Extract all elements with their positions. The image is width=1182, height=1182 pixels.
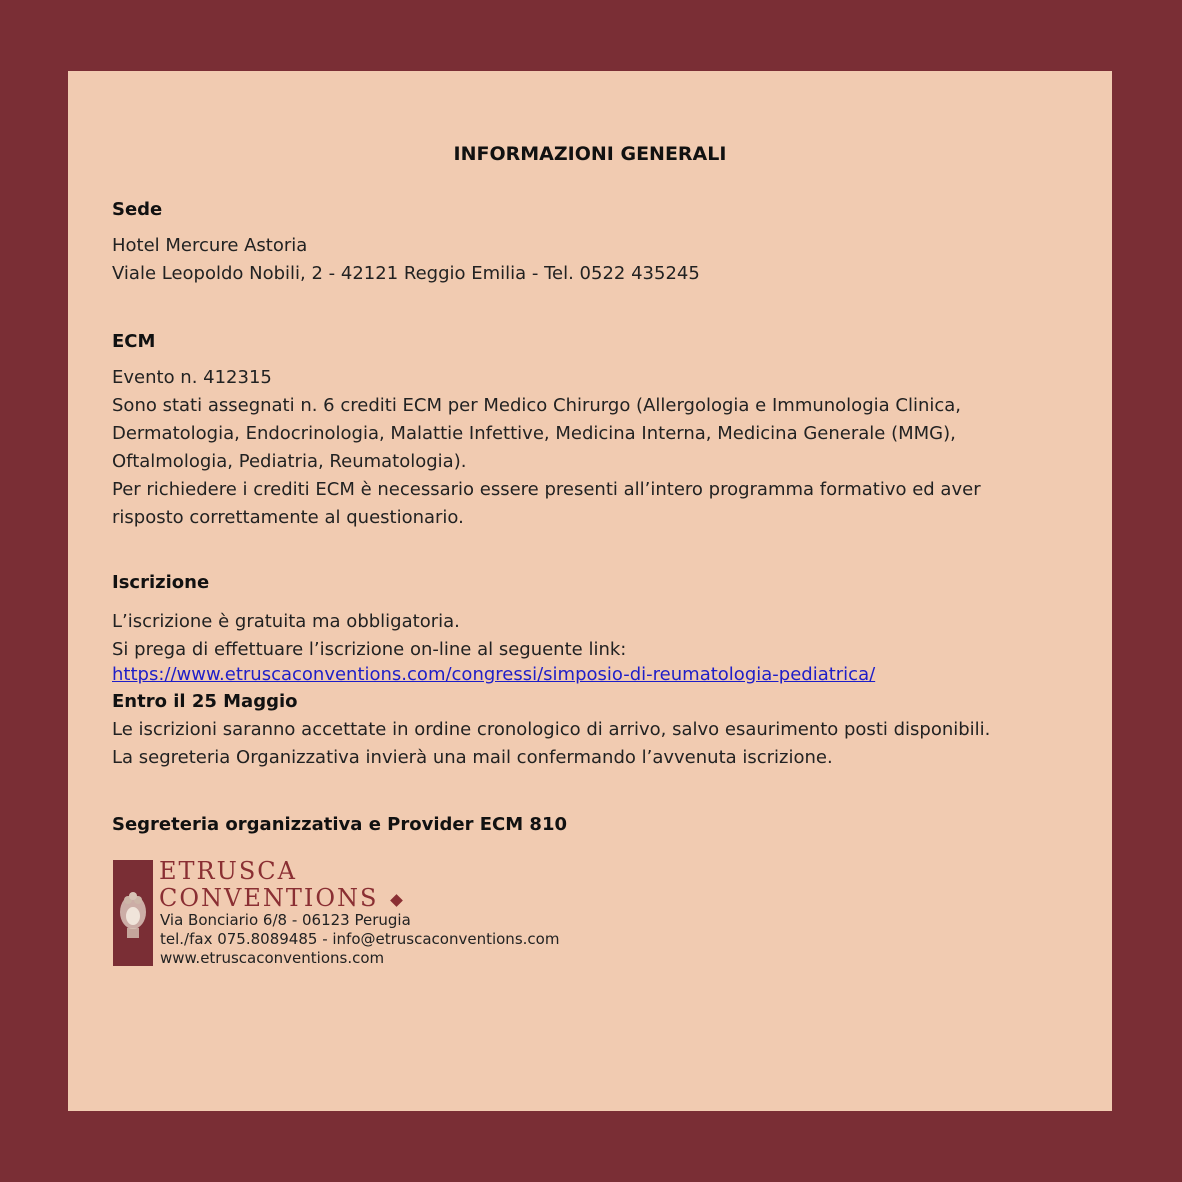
ecm-line: risposto correttamente al questionario.: [112, 507, 464, 528]
page-title: INFORMAZIONI GENERALI: [453, 143, 727, 165]
sede-address: Viale Leopoldo Nobili, 2 - 42121 Reggio Emilia - Tel. 0522 435245: [112, 263, 700, 284]
iscrizione-heading: Iscrizione: [112, 572, 210, 593]
sede-heading: Sede: [112, 199, 163, 220]
segreteria-heading: Segreteria organizzativa e Provider ECM 810: [112, 814, 568, 835]
statue-head-icon: [113, 860, 153, 966]
logo-name-conventions: CONVENTIONS: [159, 884, 379, 912]
diamond-icon: [390, 894, 403, 907]
ecm-heading: ECM: [112, 331, 156, 352]
ecm-line: Evento n. 412315: [112, 367, 272, 388]
logo-statue-image: [113, 860, 153, 966]
info-panel: [68, 71, 1112, 1111]
logo-website: www.etruscaconventions.com: [160, 949, 385, 967]
sede-venue: Hotel Mercure Astoria: [112, 235, 308, 256]
logo-contact: tel./fax 075.8089485 - info@etruscaconventions.com: [160, 930, 560, 948]
ecm-line: Sono stati assegnati n. 6 crediti ECM per Medico Chirurgo (Allergologia e Immunologia Clinica,: [112, 395, 961, 416]
iscrizione-confirmation: La segreteria Organizzativa invierà una mail confermando l’avvenuta iscrizione.: [112, 747, 833, 768]
iscrizione-deadline: Entro il 25 Maggio: [112, 691, 298, 712]
ecm-line: Per richiedere i crediti ECM è necessario essere presenti all’intero programma formativo ed aver: [112, 479, 981, 500]
logo-address: Via Bonciario 6/8 - 06123 Perugia: [160, 911, 411, 929]
ecm-line: Oftalmologia, Pediatria, Reumatologia).: [112, 451, 467, 472]
iscrizione-order: Le iscrizioni saranno accettate in ordine cronologico di arrivo, salvo esaurimento posti disponibili.: [112, 719, 991, 740]
iscrizione-free: L’iscrizione è gratuita ma obbligatoria.: [112, 611, 460, 632]
etrusca-logo: [113, 857, 633, 970]
iscrizione-instructions: Si prega di effettuare l’iscrizione on-line al seguente link:: [112, 639, 627, 660]
logo-name-etrusca: ETRUSCA: [159, 857, 297, 885]
ecm-line: Dermatologia, Endocrinologia, Malattie Infettive, Medicina Interna, Medicina Generale (MMG),: [112, 423, 956, 444]
registration-link[interactable]: https://www.etruscaconventions.com/congressi/simposio-di-reumatologia-pediatrica/: [112, 664, 876, 685]
